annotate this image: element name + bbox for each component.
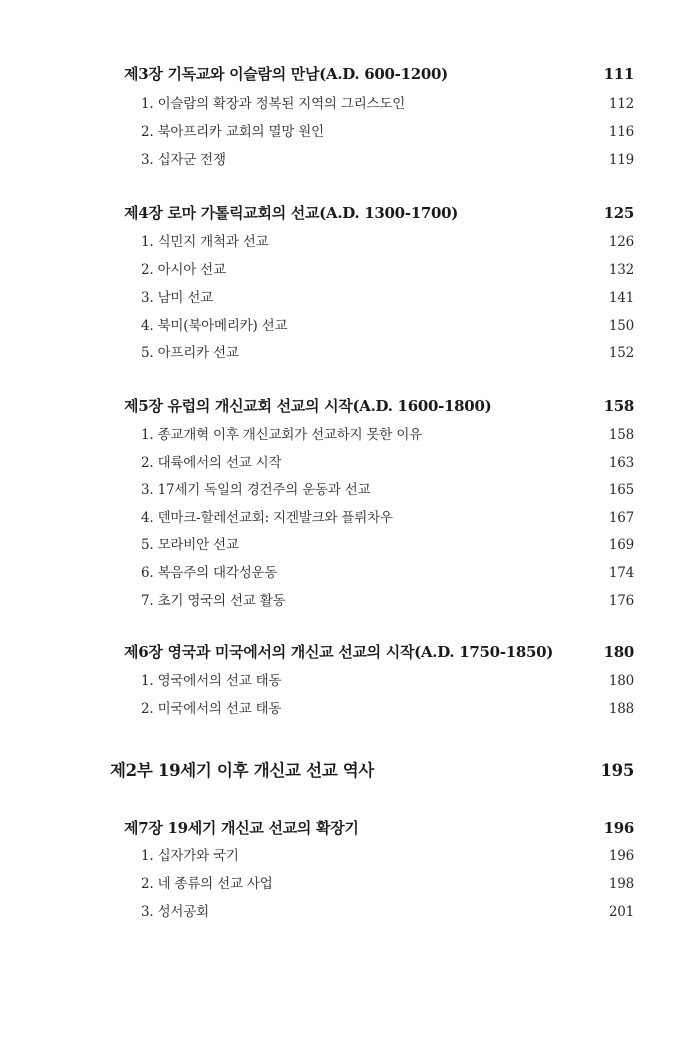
toc-section-page: 132 <box>608 262 634 278</box>
toc-chapter-page: 196 <box>603 819 634 837</box>
toc-section <box>141 120 634 140</box>
toc-chapter <box>124 817 634 838</box>
toc-chapter-page: 111 <box>603 65 634 83</box>
toc-section-page: 188 <box>608 701 634 717</box>
toc-section-page: 201 <box>608 904 634 920</box>
toc-section-page: 116 <box>608 124 634 140</box>
toc-section-title: 3. 성서공회 <box>141 904 209 920</box>
toc-chapter-title: 제4장 로마 가톨릭교회의 선교(A.D. 1300-1700) <box>124 204 459 222</box>
toc-section-page: 196 <box>608 848 634 864</box>
toc-part <box>110 757 634 781</box>
toc-section <box>141 341 634 361</box>
toc-section-title: 7. 초기 영국의 선교 활동 <box>141 593 286 609</box>
toc-section-page: 158 <box>608 427 634 443</box>
toc-chapter-title: 제3장 기독교와 이슬람의 만남(A.D. 600-1200) <box>124 65 448 83</box>
toc-section-title: 1. 종교개혁 이후 개신교회가 선교하지 못한 이유 <box>141 427 423 443</box>
toc-section <box>141 900 634 920</box>
toc-section <box>141 478 634 498</box>
toc-section-title: 1. 십자가와 국기 <box>141 848 239 864</box>
toc-section <box>141 286 634 306</box>
toc-section <box>141 669 634 689</box>
toc-section-title: 1. 이슬람의 확장과 정복된 지역의 그리스도인 <box>141 96 406 112</box>
toc-section-title: 3. 17세기 독일의 경건주의 운동과 선교 <box>141 482 371 498</box>
toc-section-title: 4. 북미(북아메리카) 선교 <box>141 318 288 334</box>
toc-section-title: 2. 북아프리카 교회의 멸망 원인 <box>141 124 324 140</box>
toc-section <box>141 589 634 609</box>
toc-section-page: 169 <box>608 537 634 553</box>
toc-chapter <box>124 202 634 223</box>
toc-chapter-page: 180 <box>603 643 634 661</box>
toc-section <box>141 697 634 717</box>
toc-section-page: 176 <box>608 593 634 609</box>
toc-section-title: 2. 아시아 선교 <box>141 262 226 278</box>
toc-section-title: 4. 덴마크-할레선교회: 지겐발크와 플뤼차우 <box>141 510 393 526</box>
toc-section <box>141 506 634 526</box>
toc-section-page: 141 <box>608 290 634 306</box>
toc-section-page: 112 <box>608 96 634 112</box>
toc-section <box>141 561 634 581</box>
toc-section-title: 6. 복음주의 대각성운동 <box>141 565 278 581</box>
toc-chapter-page: 158 <box>603 397 634 415</box>
toc-section-title: 2. 대륙에서의 선교 시작 <box>141 455 282 471</box>
toc-chapter-title: 제7장 19세기 개신교 선교의 확장기 <box>124 819 359 837</box>
toc-chapter <box>124 63 634 84</box>
toc-section <box>141 533 634 553</box>
toc-chapter-title: 제5장 유럽의 개신교회 선교의 시작(A.D. 1600-1800) <box>124 397 492 415</box>
toc-section <box>141 423 634 443</box>
toc-section-title: 1. 식민지 개척과 선교 <box>141 234 269 250</box>
toc-section-page: 198 <box>608 876 634 892</box>
toc-section <box>141 451 634 471</box>
toc-part-page: 195 <box>600 761 634 780</box>
toc-section-title: 1. 영국에서의 선교 태동 <box>141 673 282 689</box>
toc-section-page: 126 <box>608 234 634 250</box>
toc-part-title: 제2부 19세기 이후 개신교 선교 역사 <box>110 761 375 780</box>
toc-section-title: 3. 남미 선교 <box>141 290 214 306</box>
toc-section <box>141 314 634 334</box>
toc-section-page: 163 <box>608 455 634 471</box>
toc-section-page: 150 <box>608 318 634 334</box>
toc-section <box>141 258 634 278</box>
toc-chapter <box>124 641 634 662</box>
toc-section-page: 174 <box>608 565 634 581</box>
toc-section <box>141 872 634 892</box>
toc-section-title: 2. 네 종류의 선교 사업 <box>141 876 273 892</box>
toc-section-title: 2. 미국에서의 선교 태동 <box>141 701 282 717</box>
toc-section-title: 5. 아프리카 선교 <box>141 345 239 361</box>
toc-section-page: 119 <box>608 152 634 168</box>
toc-section-page: 165 <box>608 482 634 498</box>
toc-section <box>141 844 634 864</box>
toc-section <box>141 230 634 250</box>
toc-section-title: 3. 십자군 전쟁 <box>141 152 226 168</box>
toc-section-page: 152 <box>608 345 634 361</box>
toc-chapter-page: 125 <box>603 204 634 222</box>
toc-chapter-title: 제6장 영국과 미국에서의 개신교 선교의 시작(A.D. 1750-1850) <box>124 643 554 661</box>
toc-section-page: 167 <box>608 510 634 526</box>
toc-section-page: 180 <box>608 673 634 689</box>
toc-section <box>141 148 634 168</box>
toc-section-title: 5. 모라비안 선교 <box>141 537 239 553</box>
toc-section <box>141 92 634 112</box>
toc-chapter <box>124 395 634 416</box>
